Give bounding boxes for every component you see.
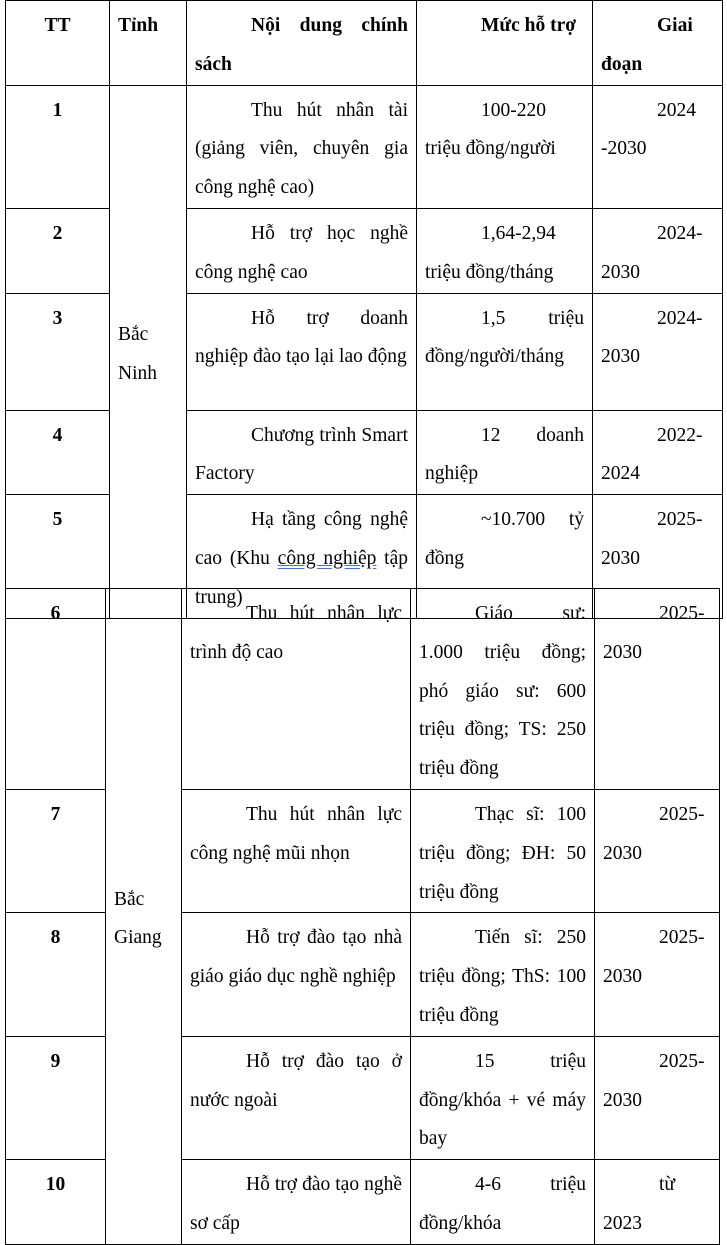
row-support: 100-220 triệu đồng/người [417,85,593,208]
row-support: Giáo sư: 1.000 triệu đồng; phó giáo sư: 600 triệu đồng; TS: 250 triệu đồng [411,589,595,790]
row-tt: 6 [6,589,106,790]
row-tt: 1 [6,85,110,208]
row-tt: 9 [6,1036,106,1159]
row-tt: 10 [6,1160,106,1245]
policy-table-bac-giang [5,588,720,1245]
row-period: 2025-2030 [595,589,720,790]
row-period: từ 2023 [595,1160,720,1245]
table-row [6,85,723,208]
table-row [6,589,720,790]
row-period: 2025-2030 [595,789,720,912]
header-tinh: Tỉnh [110,1,187,86]
province-bac-giang: Bắc Giang [106,589,182,1245]
row-tt: 7 [6,789,106,912]
row-period: 2022-2024 [593,410,723,495]
row-support: 4-6 triệu đồng/khóa [411,1160,595,1245]
row-policy: Chương trình Smart Factory [187,410,417,495]
row-tt: 5 [6,495,110,618]
policy-table-bac-ninh [5,0,723,619]
row-support: ~10.700 tỷ đồng [417,495,593,618]
row-period: 2025-2030 [593,495,723,618]
row-tt: 2 [6,208,110,293]
spellcheck-underlined-text: công nghiệp [277,547,377,569]
row-policy: Hỗ trợ đào tạo ở nước ngoài [182,1036,411,1159]
row-tt: 8 [6,913,106,1036]
table-header-row [6,1,723,86]
row-policy: Hỗ trợ đào tạo nhà giáo giáo dục nghề nghiệp [182,913,411,1036]
row-period: 2024-2030 [593,208,723,293]
row-tt: 4 [6,410,110,495]
row-period: 2024 -2030 [593,85,723,208]
header-tt: TT [6,1,110,86]
row-support: 12 doanh nghiệp [417,410,593,495]
row-support: Thạc sĩ: 100 triệu đồng; ĐH: 50 triệu đồng [411,789,595,912]
row-period: 2025-2030 [595,1036,720,1159]
row-support: Tiến sĩ: 250 triệu đồng; ThS: 100 triệu đồng [411,913,595,1036]
row-period: 2024-2030 [593,293,723,410]
row-period: 2025-2030 [595,913,720,1036]
header-muc-ho-tro: Mức hỗ trợ [417,1,593,86]
row-policy: Hỗ trợ doanh nghiệp đào tạo lại lao động [187,293,417,410]
row-support: 1,5 triệu đồng/người/tháng [417,293,593,410]
row-tt: 3 [6,293,110,410]
row-policy: Thu hút nhân tài (giảng viên, chuyên gia công nghệ cao) [187,85,417,208]
row-policy: Hỗ trợ đào tạo nghề sơ cấp [182,1160,411,1245]
row-policy: Thu hút nhân lực công nghệ mũi nhọn [182,789,411,912]
province-bac-ninh: Bắc Ninh [110,85,187,618]
row-support: 15 triệu đồng/khóa + vé máy bay [411,1036,595,1159]
row-policy: Thu hút nhân lực trình độ cao [182,589,411,790]
row-support: 1,64-2,94 triệu đồng/tháng [417,208,593,293]
header-noi-dung: Nội dung chính sách [187,1,417,86]
row-policy: Hạ tầng công nghệ cao (Khu công nghiệp tập trung) [187,495,417,618]
row-policy: Hỗ trợ học nghề công nghệ cao [187,208,417,293]
header-giai-doan: Giai đoạn [593,1,723,86]
